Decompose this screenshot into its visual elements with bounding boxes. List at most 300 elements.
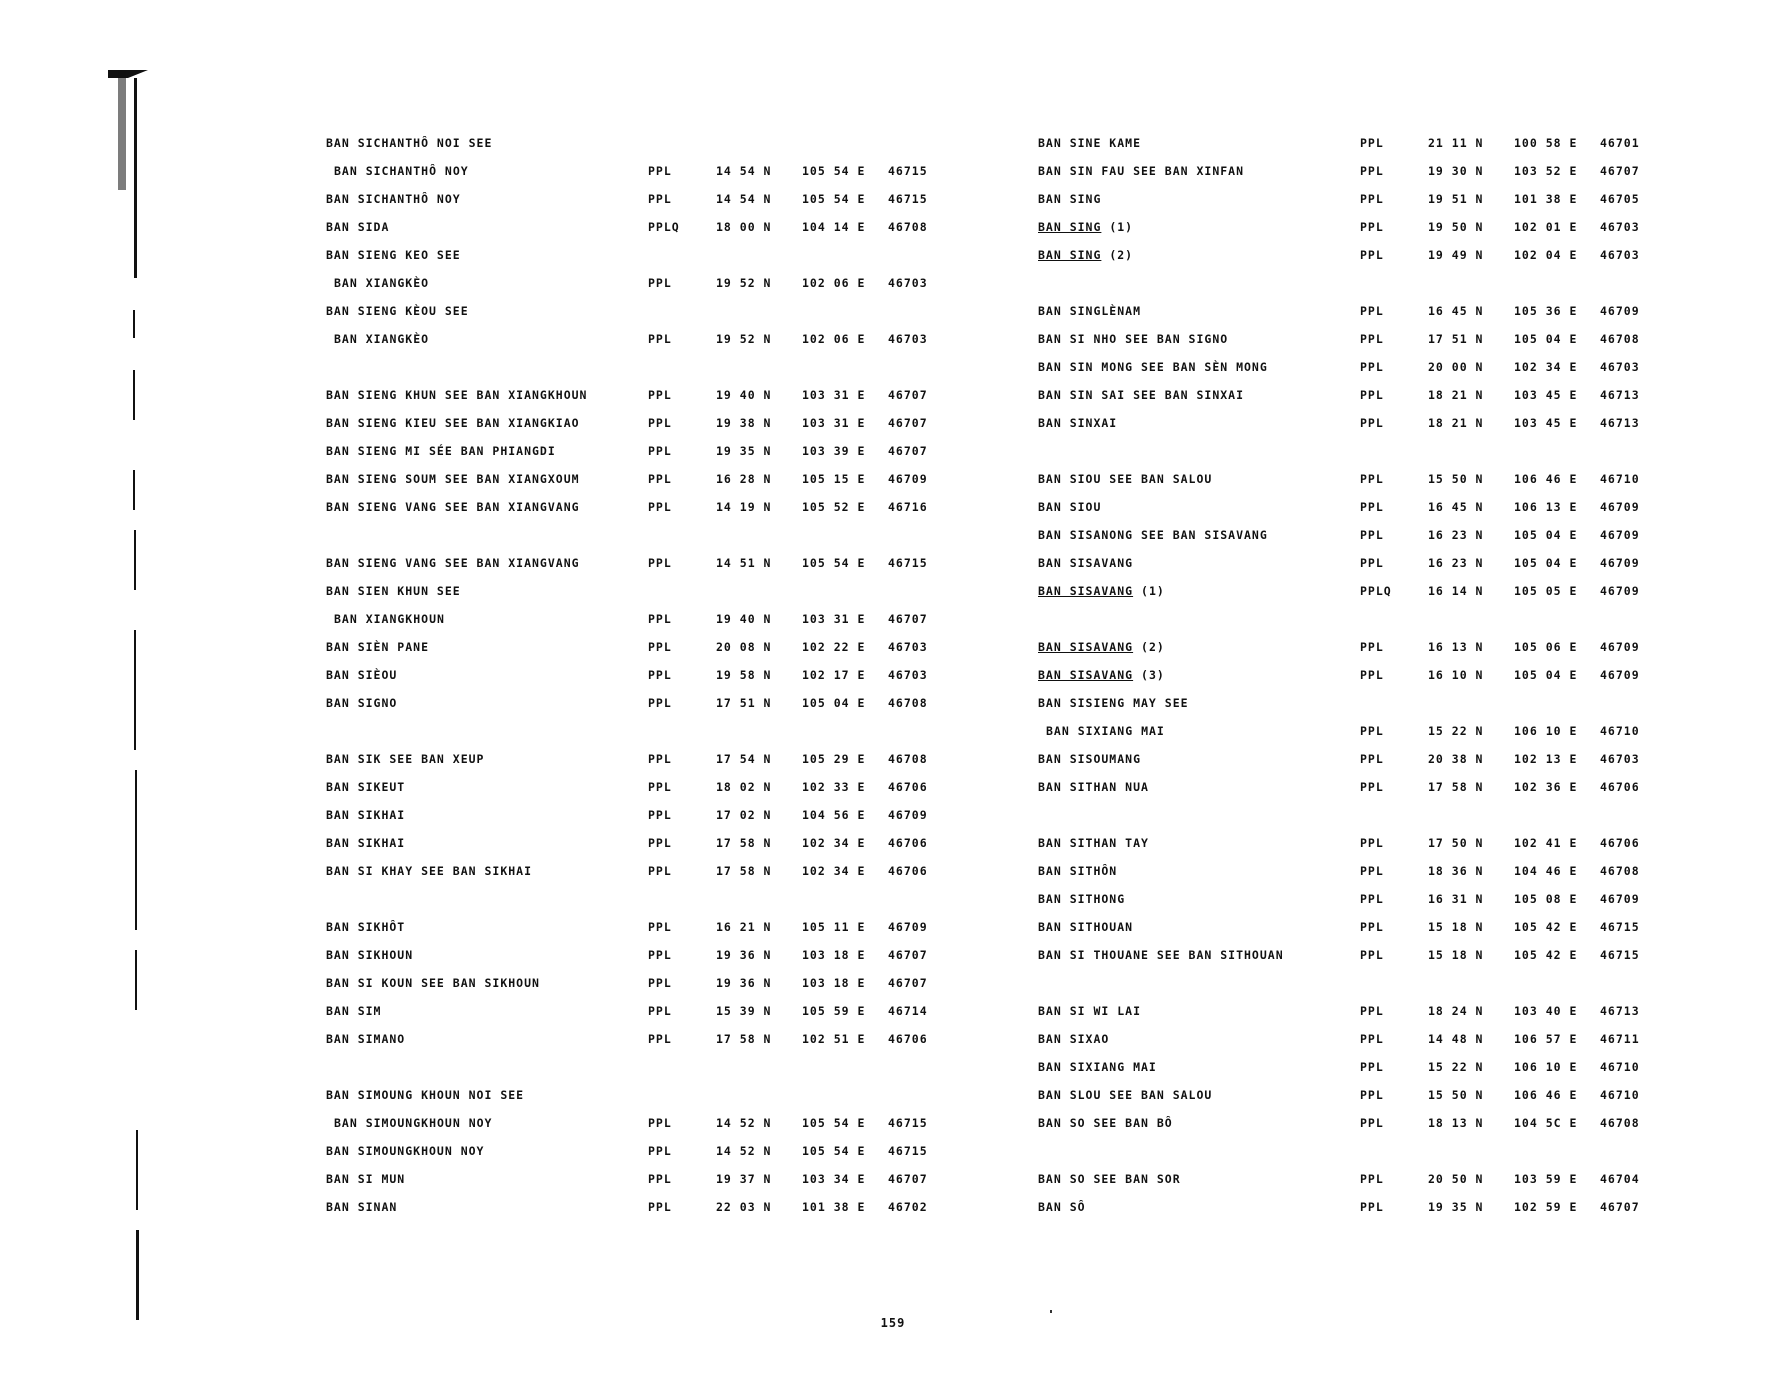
gazetteer-entry xyxy=(1038,1032,1678,1054)
gazetteer-entry xyxy=(326,640,966,662)
map-reference: 46707 xyxy=(1600,164,1640,178)
map-reference: 46709 xyxy=(1600,304,1640,318)
longitude: 103 39 E xyxy=(802,444,866,458)
entry-name: BAN SICHANTHÔ NOI SEE xyxy=(326,136,493,150)
feature-code: PPLQ xyxy=(648,220,680,234)
gazetteer-entry xyxy=(1038,1088,1678,1110)
entry-name: BAN XIANGKHOUN xyxy=(334,612,445,626)
feature-code: PPL xyxy=(1360,892,1384,906)
gazetteer-entry xyxy=(1038,164,1678,186)
entry-name: BAN SIGNO xyxy=(326,696,398,710)
feature-code: PPL xyxy=(1360,1172,1384,1186)
latitude: 21 11 N xyxy=(1428,136,1484,150)
longitude: 102 13 E xyxy=(1514,752,1578,766)
feature-code: PPL xyxy=(1360,1060,1384,1074)
latitude: 15 22 N xyxy=(1428,724,1484,738)
longitude: 105 54 E xyxy=(802,164,866,178)
feature-code: PPL xyxy=(1360,360,1384,374)
feature-code: PPL xyxy=(1360,1004,1384,1018)
map-reference: 46703 xyxy=(888,332,928,346)
feature-code: PPL xyxy=(648,500,672,514)
latitude: 18 13 N xyxy=(1428,1116,1484,1130)
entry-name: BAN SIOU xyxy=(1038,500,1102,514)
gazetteer-entry xyxy=(1038,248,1678,270)
gazetteer-entry xyxy=(326,584,966,606)
feature-code: PPL xyxy=(648,192,672,206)
entry-name: BAN SING (2) xyxy=(1038,248,1134,262)
gazetteer-entry xyxy=(326,1200,966,1222)
latitude: 15 39 N xyxy=(716,1004,772,1018)
gazetteer-entry xyxy=(326,808,966,830)
latitude: 19 36 N xyxy=(716,948,772,962)
gazetteer-entry xyxy=(326,388,966,410)
scan-speck xyxy=(1050,1310,1052,1313)
latitude: 18 21 N xyxy=(1428,416,1484,430)
entry-name: BAN SIKHOUN xyxy=(326,948,414,962)
longitude: 106 10 E xyxy=(1514,724,1578,738)
entry-name: BAN SIKHAI xyxy=(326,836,406,850)
entry-name: BAN SIENG KEO SEE xyxy=(326,248,461,262)
entry-name: BAN SITHAN TAY xyxy=(1038,836,1149,850)
map-reference: 46715 xyxy=(1600,920,1640,934)
longitude: 105 05 E xyxy=(1514,584,1578,598)
map-reference: 46713 xyxy=(1600,416,1640,430)
map-reference: 46709 xyxy=(1600,556,1640,570)
entry-name: BAN SIENG VANG SEE BAN XIANGVANG xyxy=(326,500,580,514)
entry-name: BAN SITHONG xyxy=(1038,892,1126,906)
feature-code: PPL xyxy=(1360,948,1384,962)
map-reference: 46707 xyxy=(888,976,928,990)
blank-row xyxy=(1038,612,1678,634)
entry-name: BAN SIENG SOUM SEE BAN XIANGXOUM xyxy=(326,472,580,486)
map-reference: 46709 xyxy=(888,920,928,934)
feature-code: PPL xyxy=(1360,1088,1384,1102)
latitude: 20 00 N xyxy=(1428,360,1484,374)
latitude: 16 14 N xyxy=(1428,584,1484,598)
map-reference: 46715 xyxy=(888,556,928,570)
longitude: 105 36 E xyxy=(1514,304,1578,318)
gazetteer-entry xyxy=(1038,696,1678,718)
longitude: 103 34 E xyxy=(802,1172,866,1186)
latitude: 19 35 N xyxy=(1428,1200,1484,1214)
latitude: 15 18 N xyxy=(1428,920,1484,934)
gazetteer-entry xyxy=(1038,360,1678,382)
latitude: 20 50 N xyxy=(1428,1172,1484,1186)
longitude: 103 18 E xyxy=(802,948,866,962)
right-entry-column xyxy=(1038,136,1658,1236)
longitude: 102 22 E xyxy=(802,640,866,654)
longitude: 105 54 E xyxy=(802,1144,866,1158)
entry-name: BAN SI WI LAI xyxy=(1038,1004,1142,1018)
feature-code: PPL xyxy=(648,836,672,850)
latitude: 17 58 N xyxy=(716,864,772,878)
map-reference: 46713 xyxy=(1600,388,1640,402)
latitude: 16 23 N xyxy=(1428,528,1484,542)
feature-code: PPL xyxy=(1360,500,1384,514)
longitude: 102 33 E xyxy=(802,780,866,794)
blank-row xyxy=(326,892,966,914)
longitude: 103 18 E xyxy=(802,976,866,990)
latitude: 14 52 N xyxy=(716,1144,772,1158)
latitude: 16 10 N xyxy=(1428,668,1484,682)
map-reference: 46715 xyxy=(1600,948,1640,962)
feature-code: PPL xyxy=(648,976,672,990)
entry-name: BAN SIMANO xyxy=(326,1032,406,1046)
feature-code: PPL xyxy=(1360,780,1384,794)
entry-name: BAN SISANONG SEE BAN SISAVANG xyxy=(1038,528,1268,542)
longitude: 101 38 E xyxy=(1514,192,1578,206)
longitude: 105 29 E xyxy=(802,752,866,766)
map-reference: 46710 xyxy=(1600,1088,1640,1102)
entry-name: BAN SICHANTHÔ NOY xyxy=(326,192,461,206)
latitude: 19 52 N xyxy=(716,276,772,290)
latitude: 18 00 N xyxy=(716,220,772,234)
latitude: 15 50 N xyxy=(1428,472,1484,486)
gazetteer-entry xyxy=(1038,1172,1678,1194)
gazetteer-entry xyxy=(1038,864,1678,886)
blank-row xyxy=(1038,444,1678,466)
gazetteer-entry xyxy=(326,1088,966,1110)
gazetteer-entry xyxy=(326,248,966,270)
entry-name: BAN SISOUMANG xyxy=(1038,752,1142,766)
feature-code: PPL xyxy=(648,920,672,934)
gazetteer-entry xyxy=(1038,136,1678,158)
blank-row xyxy=(1038,808,1678,830)
latitude: 19 37 N xyxy=(716,1172,772,1186)
map-reference: 46707 xyxy=(888,612,928,626)
gazetteer-entry xyxy=(1038,416,1678,438)
entry-name: BAN SINAN xyxy=(326,1200,398,1214)
entry-name: BAN SITHAN NUA xyxy=(1038,780,1149,794)
feature-code: PPL xyxy=(1360,668,1384,682)
latitude: 17 02 N xyxy=(716,808,772,822)
map-reference: 46707 xyxy=(888,388,928,402)
gazetteer-entry xyxy=(326,948,966,970)
gazetteer-entry xyxy=(1038,528,1678,550)
longitude: 105 11 E xyxy=(802,920,866,934)
longitude: 102 36 E xyxy=(1514,780,1578,794)
entry-name: BAN SIN MONG SEE BAN SÈN MONG xyxy=(1038,360,1268,374)
map-reference: 46706 xyxy=(1600,780,1640,794)
gazetteer-entry xyxy=(1038,948,1678,970)
latitude: 19 36 N xyxy=(716,976,772,990)
longitude: 102 34 E xyxy=(802,836,866,850)
blank-row xyxy=(1038,276,1678,298)
longitude: 102 06 E xyxy=(802,276,866,290)
blank-row xyxy=(326,360,966,382)
entry-name: BAN SITHÔN xyxy=(1038,864,1118,878)
gazetteer-entry xyxy=(1038,388,1678,410)
gazetteer-entry xyxy=(1038,192,1678,214)
latitude: 18 36 N xyxy=(1428,864,1484,878)
longitude: 105 52 E xyxy=(802,500,866,514)
entry-name: BAN SIXAO xyxy=(1038,1032,1110,1046)
latitude: 16 21 N xyxy=(716,920,772,934)
map-reference: 46706 xyxy=(888,1032,928,1046)
entry-name: BAN SINE KAME xyxy=(1038,136,1142,150)
feature-code: PPL xyxy=(1360,388,1384,402)
longitude: 102 01 E xyxy=(1514,220,1578,234)
gazetteer-entry xyxy=(1038,332,1678,354)
longitude: 102 41 E xyxy=(1514,836,1578,850)
feature-code: PPL xyxy=(648,332,672,346)
longitude: 105 06 E xyxy=(1514,640,1578,654)
longitude: 105 15 E xyxy=(802,472,866,486)
longitude: 106 57 E xyxy=(1514,1032,1578,1046)
map-reference: 46710 xyxy=(1600,472,1640,486)
feature-code: PPL xyxy=(1360,472,1384,486)
longitude: 105 54 E xyxy=(802,1116,866,1130)
blank-row xyxy=(1038,1144,1678,1166)
entry-name: BAN SING (1) xyxy=(1038,220,1134,234)
map-reference: 46707 xyxy=(888,948,928,962)
map-reference: 46703 xyxy=(1600,248,1640,262)
map-reference: 46709 xyxy=(1600,640,1640,654)
gazetteer-entry xyxy=(1038,1116,1678,1138)
feature-code: PPL xyxy=(1360,416,1384,430)
entry-name: BAN SIKEUT xyxy=(326,780,406,794)
latitude: 16 28 N xyxy=(716,472,772,486)
feature-code: PPL xyxy=(648,640,672,654)
map-reference: 46703 xyxy=(1600,752,1640,766)
feature-code: PPL xyxy=(1360,1032,1384,1046)
entry-name: BAN SIN SAI SEE BAN SINXAI xyxy=(1038,388,1245,402)
longitude: 105 04 E xyxy=(1514,668,1578,682)
map-reference: 46706 xyxy=(888,836,928,850)
feature-code: PPL xyxy=(1360,724,1384,738)
map-reference: 46715 xyxy=(888,192,928,206)
entry-name: BAN SIXIANG MAI xyxy=(1046,724,1165,738)
binding-edge-marks xyxy=(108,70,148,1350)
feature-code: PPLQ xyxy=(1360,584,1392,598)
gazetteer-entry xyxy=(326,304,966,326)
longitude: 104 14 E xyxy=(802,220,866,234)
latitude: 17 51 N xyxy=(1428,332,1484,346)
feature-code: PPL xyxy=(648,696,672,710)
entry-name: BAN SIK SEE BAN XEUP xyxy=(326,752,485,766)
latitude: 18 21 N xyxy=(1428,388,1484,402)
entry-name: BAN SIMOUNGKHOUN NOY xyxy=(334,1116,493,1130)
longitude: 105 08 E xyxy=(1514,892,1578,906)
latitude: 19 38 N xyxy=(716,416,772,430)
map-reference: 46704 xyxy=(1600,1172,1640,1186)
feature-code: PPL xyxy=(648,752,672,766)
map-reference: 46708 xyxy=(888,220,928,234)
gazetteer-entry xyxy=(326,164,966,186)
gazetteer-entry xyxy=(326,500,966,522)
map-reference: 46703 xyxy=(1600,220,1640,234)
map-reference: 46709 xyxy=(1600,584,1640,598)
gazetteer-entry xyxy=(326,332,966,354)
feature-code: PPL xyxy=(1360,752,1384,766)
map-reference: 46709 xyxy=(1600,528,1640,542)
longitude: 102 51 E xyxy=(802,1032,866,1046)
gazetteer-entry xyxy=(1038,472,1678,494)
longitude: 105 42 E xyxy=(1514,948,1578,962)
entry-name: BAN SINXAI xyxy=(1038,416,1118,430)
feature-code: PPL xyxy=(648,388,672,402)
feature-code: PPL xyxy=(648,1032,672,1046)
gazetteer-entry xyxy=(326,696,966,718)
longitude: 105 59 E xyxy=(802,1004,866,1018)
entry-name: BAN SISAVANG xyxy=(1038,556,1134,570)
latitude: 17 54 N xyxy=(716,752,772,766)
gazetteer-entry xyxy=(326,276,966,298)
feature-code: PPL xyxy=(1360,304,1384,318)
map-reference: 46703 xyxy=(1600,360,1640,374)
longitude: 103 52 E xyxy=(1514,164,1578,178)
map-reference: 46713 xyxy=(1600,1004,1640,1018)
page-number: 159 xyxy=(880,1316,906,1330)
longitude: 102 34 E xyxy=(802,864,866,878)
latitude: 14 54 N xyxy=(716,164,772,178)
gazetteer-entry xyxy=(326,416,966,438)
latitude: 15 22 N xyxy=(1428,1060,1484,1074)
feature-code: PPL xyxy=(1360,864,1384,878)
gazetteer-entry xyxy=(1038,556,1678,578)
entry-name: BAN SIENG KÈOU SEE xyxy=(326,304,469,318)
latitude: 19 35 N xyxy=(716,444,772,458)
longitude: 103 31 E xyxy=(802,388,866,402)
feature-code: PPL xyxy=(648,780,672,794)
latitude: 18 02 N xyxy=(716,780,772,794)
longitude: 104 56 E xyxy=(802,808,866,822)
latitude: 16 13 N xyxy=(1428,640,1484,654)
feature-code: PPL xyxy=(1360,556,1384,570)
longitude: 105 04 E xyxy=(1514,528,1578,542)
map-reference: 46705 xyxy=(1600,192,1640,206)
entry-name: BAN SI KOUN SEE BAN SIKHOUN xyxy=(326,976,540,990)
map-reference: 46707 xyxy=(888,1172,928,1186)
latitude: 19 49 N xyxy=(1428,248,1484,262)
gazetteer-entry xyxy=(1038,668,1678,690)
feature-code: PPL xyxy=(648,1200,672,1214)
map-reference: 46703 xyxy=(888,668,928,682)
feature-code: PPL xyxy=(648,1144,672,1158)
map-reference: 46707 xyxy=(888,416,928,430)
longitude: 102 34 E xyxy=(1514,360,1578,374)
gazetteer-entry xyxy=(326,836,966,858)
gazetteer-entry xyxy=(326,1144,966,1166)
latitude: 19 52 N xyxy=(716,332,772,346)
feature-code: PPL xyxy=(1360,192,1384,206)
feature-code: PPL xyxy=(648,472,672,486)
longitude: 101 38 E xyxy=(802,1200,866,1214)
entry-name: BAN SIEN KHUN SEE xyxy=(326,584,461,598)
gazetteer-entry xyxy=(1038,1004,1678,1026)
entry-name: BAN SI NHO SEE BAN SIGNO xyxy=(1038,332,1229,346)
blank-row xyxy=(1038,976,1678,998)
feature-code: PPL xyxy=(648,416,672,430)
longitude: 105 04 E xyxy=(1514,332,1578,346)
feature-code: PPL xyxy=(1360,248,1384,262)
gazetteer-entry xyxy=(326,1172,966,1194)
entry-name: BAN SISAVANG (3) xyxy=(1038,668,1165,682)
latitude: 19 30 N xyxy=(1428,164,1484,178)
feature-code: PPL xyxy=(648,612,672,626)
gazetteer-entry xyxy=(1038,724,1678,746)
longitude: 105 04 E xyxy=(802,696,866,710)
gazetteer-entry xyxy=(326,976,966,998)
feature-code: PPL xyxy=(1360,220,1384,234)
feature-code: PPL xyxy=(1360,640,1384,654)
entry-name: BAN SISAVANG (1) xyxy=(1038,584,1165,598)
map-reference: 46708 xyxy=(1600,1116,1640,1130)
map-reference: 46715 xyxy=(888,164,928,178)
entry-name: BAN SISIENG MAY SEE xyxy=(1038,696,1189,710)
entry-name: BAN SIÈOU xyxy=(326,668,398,682)
entry-name: BAN SIKHÔT xyxy=(326,920,406,934)
entry-name: BAN SIDA xyxy=(326,220,390,234)
feature-code: PPL xyxy=(1360,1116,1384,1130)
feature-code: PPL xyxy=(648,1172,672,1186)
longitude: 106 46 E xyxy=(1514,1088,1578,1102)
gazetteer-entry xyxy=(326,444,966,466)
map-reference: 46709 xyxy=(1600,668,1640,682)
entry-name: BAN SIMOUNG KHOUN NOI SEE xyxy=(326,1088,525,1102)
latitude: 19 40 N xyxy=(716,388,772,402)
blank-row xyxy=(326,528,966,550)
latitude: 14 54 N xyxy=(716,192,772,206)
map-reference: 46702 xyxy=(888,1200,928,1214)
feature-code: PPL xyxy=(1360,164,1384,178)
gazetteer-entry xyxy=(326,1116,966,1138)
gazetteer-entry xyxy=(1038,220,1678,242)
latitude: 17 58 N xyxy=(716,836,772,850)
latitude: 16 45 N xyxy=(1428,304,1484,318)
gazetteer-entry xyxy=(326,612,966,634)
entry-name: BAN SIXIANG MAI xyxy=(1038,1060,1157,1074)
map-reference: 46708 xyxy=(1600,332,1640,346)
map-reference: 46708 xyxy=(888,752,928,766)
entry-name: BAN SÔ xyxy=(1038,1200,1086,1214)
latitude: 14 52 N xyxy=(716,1116,772,1130)
feature-code: PPL xyxy=(1360,836,1384,850)
latitude: 14 51 N xyxy=(716,556,772,570)
entry-name: BAN SIÈN PANE xyxy=(326,640,430,654)
entry-name: BAN SI KHAY SEE BAN SIKHAI xyxy=(326,864,533,878)
feature-code: PPL xyxy=(648,1004,672,1018)
entry-name: BAN XIANGKÈO xyxy=(334,332,430,346)
gazetteer-entry xyxy=(1038,640,1678,662)
latitude: 14 48 N xyxy=(1428,1032,1484,1046)
latitude: 19 51 N xyxy=(1428,192,1484,206)
gazetteer-entry xyxy=(1038,836,1678,858)
longitude: 102 59 E xyxy=(1514,1200,1578,1214)
latitude: 15 50 N xyxy=(1428,1088,1484,1102)
longitude: 105 54 E xyxy=(802,192,866,206)
longitude: 105 42 E xyxy=(1514,920,1578,934)
gazetteer-entry xyxy=(326,136,966,158)
map-reference: 46710 xyxy=(1600,1060,1640,1074)
entry-name: BAN SICHANTHÔ NOY xyxy=(334,164,469,178)
feature-code: PPL xyxy=(648,444,672,458)
entry-name: BAN SO SEE BAN BÔ xyxy=(1038,1116,1173,1130)
latitude: 17 51 N xyxy=(716,696,772,710)
longitude: 106 46 E xyxy=(1514,472,1578,486)
feature-code: PPL xyxy=(1360,332,1384,346)
entry-name: BAN SIENG MI SÉE BAN PHIANGDI xyxy=(326,444,556,458)
map-reference: 46715 xyxy=(888,1144,928,1158)
feature-code: PPL xyxy=(648,948,672,962)
latitude: 16 23 N xyxy=(1428,556,1484,570)
gazetteer-entry xyxy=(1038,752,1678,774)
latitude: 17 58 N xyxy=(1428,780,1484,794)
map-reference: 46703 xyxy=(888,276,928,290)
gazetteer-entry xyxy=(1038,584,1678,606)
entry-name: BAN SI MUN xyxy=(326,1172,406,1186)
feature-code: PPL xyxy=(648,668,672,682)
